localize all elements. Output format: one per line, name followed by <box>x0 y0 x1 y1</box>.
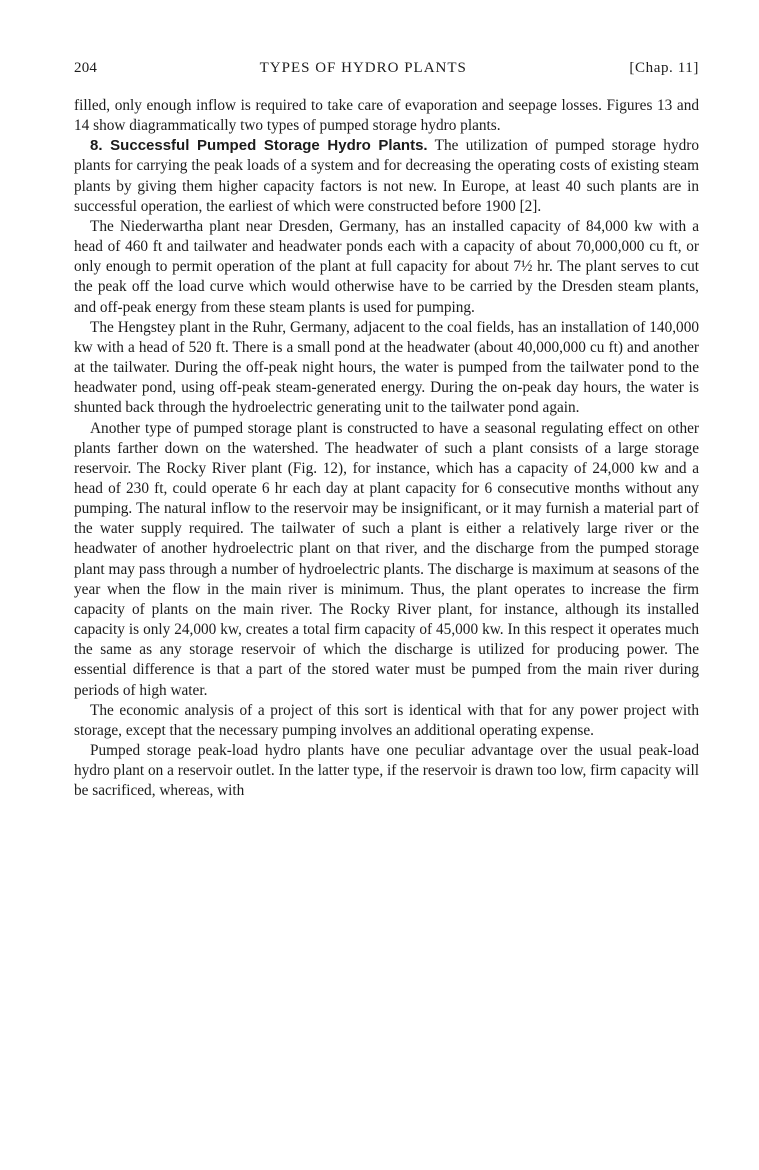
paragraph-text: The Niederwartha plant near Dresden, Germany, has an installed capacity of 84,000 kw with a head of 460 ft and tailwater and headwater ponds each with a capacity of about 70,000,000 cu ft, or only enough to permit operation of the plant at full capacity for about 7½ hr. The plant serves to cut the peak off the load curve which would otherwise have to be carried by the Dresden steam plants, and off-peak energy from these steam plants is used for pumping. <box>74 217 699 316</box>
chapter-label: [Chap. 11] <box>629 60 699 76</box>
page-number: 204 <box>74 60 98 76</box>
paragraph-peak-load-advantage <box>74 741 699 801</box>
paragraph-niederwartha <box>74 217 699 318</box>
paragraph-text: filled, only enough inflow is required to take care of evaporation and seepage losses. Figures 13 and 14 show diagrammatically two types of pumped storage hydro plants. <box>74 97 699 135</box>
paragraph-text: Another type of pumped storage plant is constructed to have a seasonal regulating effect on other plants farther down on the watershed. The headwater of such a plant consists of a large storage reservoir. The Rocky River plant (Fig. 12), for instance, which has a capacity of 24,000 kw and a head of 230 ft, could operate 6 hr each day at plant capacity for 6 consecutive months without any pumping. The natural inflow to the reservoir may be insignificant, or it may furnish a material part of the water supply required. The tailwater of such a plant is either a relatively large river or the headwater of another hydroelectric plant on that river, and the discharge from the pumped storage plant may pass through a number of hydroelectric plants. The discharge is maximum at seasons of the year when the flow in the main river is minimum. Thus, the plant operates to increase the firm capacity of plants on the main river. The Rocky River plant, for instance, although its installed capacity is only 24,000 kw, creates a total firm capacity of 45,000 kw. In this respect it operates much the same as any storage reservoir of which the discharge is utilized for producing power. The essential difference is that a part of the stored water must be pumped from the main river during periods of high water. <box>74 419 699 699</box>
running-title: TYPES OF HYDRO PLANTS <box>259 60 467 76</box>
paragraph-text: The utilization of pumped storage hydro plants for carrying the peak loads of a system and for decreasing the operating costs of existing steam plants by giving them higher capacity factors is not new. In Europe, at least 40 such plants are in successful operation, the earliest of which were constructed before 1900 [2]. <box>74 137 699 215</box>
paragraph-hengstey <box>74 318 699 419</box>
running-head <box>74 60 699 82</box>
paragraph-text: The Hengstey plant in the Ruhr, Germany, adjacent to the coal fields, has an installation of 140,000 kw with a head of 520 ft. There is a small pond at the headwater (about 40,000,000 cu ft) and another at the tailwater. During the off-peak night hours, the water is pumped from the tailwater pond to the headwater pond, using off-peak steam-generated energy. During the on-peak day hours, the water is shunted back through the hydroelectric generating unit to the tailwater pond again. <box>74 318 699 417</box>
book-page <box>74 60 699 801</box>
body-text <box>74 96 699 801</box>
paragraph-economic-analysis <box>74 701 699 741</box>
paragraph-text: The economic analysis of a project of this sort is identical with that for any power project with storage, except that the necessary pumping involves an additional operating expense. <box>74 701 699 739</box>
paragraph-continued <box>74 96 699 136</box>
paragraph-text: Pumped storage peak-load hydro plants have one peculiar advantage over the usual peak-load hydro plant on a reservoir outlet. In the latter type, if the reservoir is drawn too low, firm capacity will be sacrificed, whereas, with <box>74 742 699 800</box>
section-heading: 8. Successful Pumped Storage Hydro Plants. <box>90 137 428 155</box>
paragraph-section-8 <box>74 136 699 217</box>
paragraph-rocky-river <box>74 419 699 701</box>
